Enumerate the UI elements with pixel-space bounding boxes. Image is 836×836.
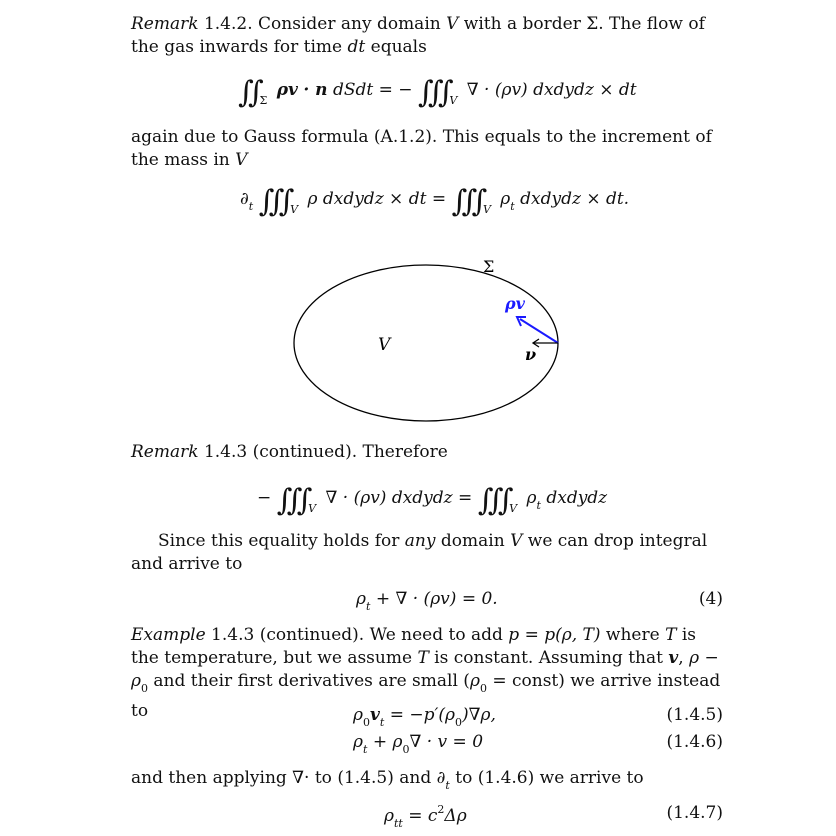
normal-vector <box>525 339 558 364</box>
paragraph-text: , <box>678 648 690 668</box>
remark-number: 1.4.3 <box>203 442 248 462</box>
paragraph-text: again due to Gauss formula (A.1.2). This equals to the increment of the mass in <box>131 127 712 170</box>
subscript-zero: 0 <box>479 682 487 695</box>
triple-integral-symbol: ∭ <box>258 184 286 219</box>
example-label: Example <box>131 625 206 645</box>
sigma-label: Σ <box>483 257 495 276</box>
double-integral-symbol: ∬ <box>238 75 255 110</box>
paragraph-text: we arrive instead to <box>131 671 721 721</box>
emphasis-any: any <box>404 531 436 551</box>
partial-symbol: ∂ <box>240 189 249 209</box>
remark-text: (continued). Therefore <box>247 442 448 462</box>
paragraph-text: we can drop integral and arrive to <box>131 531 708 574</box>
paragraph-text: Since this equality holds for <box>158 531 405 551</box>
divergence-term: ∇ · (ρv) dxdydz × dt <box>466 80 637 100</box>
subscript-zero: 0 <box>402 743 410 756</box>
remark-1-4-3 <box>131 441 723 464</box>
equation-1-4-6 <box>353 732 483 756</box>
subscript-t: t <box>379 716 385 729</box>
symbol-dt: dt <box>347 37 366 57</box>
pressure-equation: p = p(ρ, T) <box>508 625 601 645</box>
minus-sign: − <box>257 488 272 508</box>
mass-left-body: ρ dxdydz × dt = <box>307 189 447 209</box>
divergence-v: ∇ · v = 0 <box>409 732 484 752</box>
equation-number: (4) <box>698 589 723 609</box>
integral-subscript: V <box>509 502 518 515</box>
rho: ρ <box>353 732 363 752</box>
rhs-part: )∇ρ, <box>461 705 496 725</box>
rhs-part: = −p′(ρ <box>384 705 455 725</box>
remark-label: Remark <box>131 14 199 34</box>
normal-n: · n <box>303 80 328 100</box>
subscript-t: t <box>363 743 368 756</box>
subscript-t: t <box>248 200 254 213</box>
paragraph-text: and then applying ∇· to (1.4.5) and ∂ <box>131 768 446 788</box>
integral-subscript: V <box>308 502 317 515</box>
paragraph-text: is constant. Assuming that <box>428 648 669 668</box>
paragraph-text: is the temperature, but we assume <box>131 625 697 668</box>
symbol-t: T <box>417 648 429 668</box>
equation-4 <box>356 589 498 613</box>
mass-right-body: dxdydz × dt. <box>520 189 630 209</box>
subscript-t: t <box>366 600 371 613</box>
region-label-v: V <box>378 335 391 355</box>
gauss-paragraph <box>131 126 723 172</box>
triple-integral-symbol: ∭ <box>451 184 478 219</box>
superscript-two: 2 <box>437 803 445 816</box>
equation-mass <box>240 184 629 219</box>
rho: ρ <box>469 671 480 691</box>
triple-integral-symbol: ∭ <box>477 483 505 518</box>
since-paragraph <box>131 530 723 576</box>
symbol-v-bold: v <box>668 648 679 668</box>
equals-sign: = − <box>378 80 413 100</box>
divergence-right-body: dxdydz <box>546 488 608 508</box>
rho-difference: ρ − ρ <box>131 648 719 691</box>
flow-label: ρv <box>505 294 525 313</box>
subscript-t: t <box>510 200 515 213</box>
subscript-zero: 0 <box>454 716 462 729</box>
equation-1-4-7 <box>384 803 467 830</box>
remark-1-4-2 <box>131 13 723 59</box>
domain-figure <box>280 250 580 430</box>
rho: ρ <box>500 189 511 209</box>
subscript-t: t <box>536 499 541 512</box>
normal-label: ν <box>525 345 537 364</box>
integral-subscript: Σ <box>259 94 268 107</box>
remark-label: Remark <box>131 442 199 462</box>
equation-divergence <box>257 483 607 518</box>
rho: ρ <box>356 589 366 609</box>
remark-text: equals <box>365 37 427 57</box>
continuity-rest: + ∇ · (ρv) = 0. <box>370 589 498 609</box>
symbol-t: T <box>665 625 677 645</box>
rho-v: ρv <box>276 80 298 100</box>
equals-c: = c <box>402 806 438 826</box>
equation-1-4-5 <box>353 705 496 729</box>
subscript-zero: 0 <box>141 682 148 695</box>
integral-subscript: V <box>290 203 299 216</box>
equation-number: (1.4.6) <box>666 732 723 752</box>
subscript-t: t <box>445 779 450 792</box>
symbol-v: V <box>235 150 248 170</box>
triple-integral-symbol: ∭ <box>276 483 304 518</box>
paragraph-text: domain <box>435 531 511 551</box>
integral-subscript: V <box>482 203 491 216</box>
paragraph-text: to (1.4.6) we arrive to <box>449 768 644 788</box>
const-text: = const) <box>486 671 565 691</box>
flow-vector <box>504 294 558 343</box>
subscript-zero: 0 <box>363 716 370 729</box>
equation-number: (1.4.5) <box>666 705 723 725</box>
rho: ρ <box>384 806 394 826</box>
paragraph-text: where <box>600 625 666 645</box>
divergence-left-body: ∇ · (ρv) dxdydz = <box>325 488 473 508</box>
paragraph-text: (continued). We need to add <box>254 625 509 645</box>
symbol-v: V <box>510 531 523 551</box>
equation-flux <box>238 75 637 110</box>
remark-text: with a border Σ. The flow of the gas inwards for time <box>131 14 705 57</box>
integral-subscript: V <box>449 94 458 107</box>
velocity-v: v <box>370 705 380 725</box>
triple-integral-symbol: ∭ <box>417 75 445 110</box>
domain-boundary <box>294 265 558 421</box>
laplacian-rho: Δρ <box>444 806 467 826</box>
remark-number: 1.4.2. <box>203 14 253 34</box>
remark-text: Consider any domain <box>252 14 447 34</box>
dsdt: dSdt <box>332 80 374 100</box>
plus-term: + ρ <box>367 732 403 752</box>
example-number: 1.4.3 <box>211 625 255 645</box>
symbol-v: V <box>446 14 459 34</box>
subscript-tt: tt <box>394 817 403 830</box>
rho: ρ <box>353 705 363 725</box>
equation-number: (1.4.7) <box>666 803 723 823</box>
applying-paragraph <box>131 767 723 797</box>
rho: ρ <box>526 488 537 508</box>
paragraph-text: and their first derivatives are small ( <box>148 671 470 691</box>
